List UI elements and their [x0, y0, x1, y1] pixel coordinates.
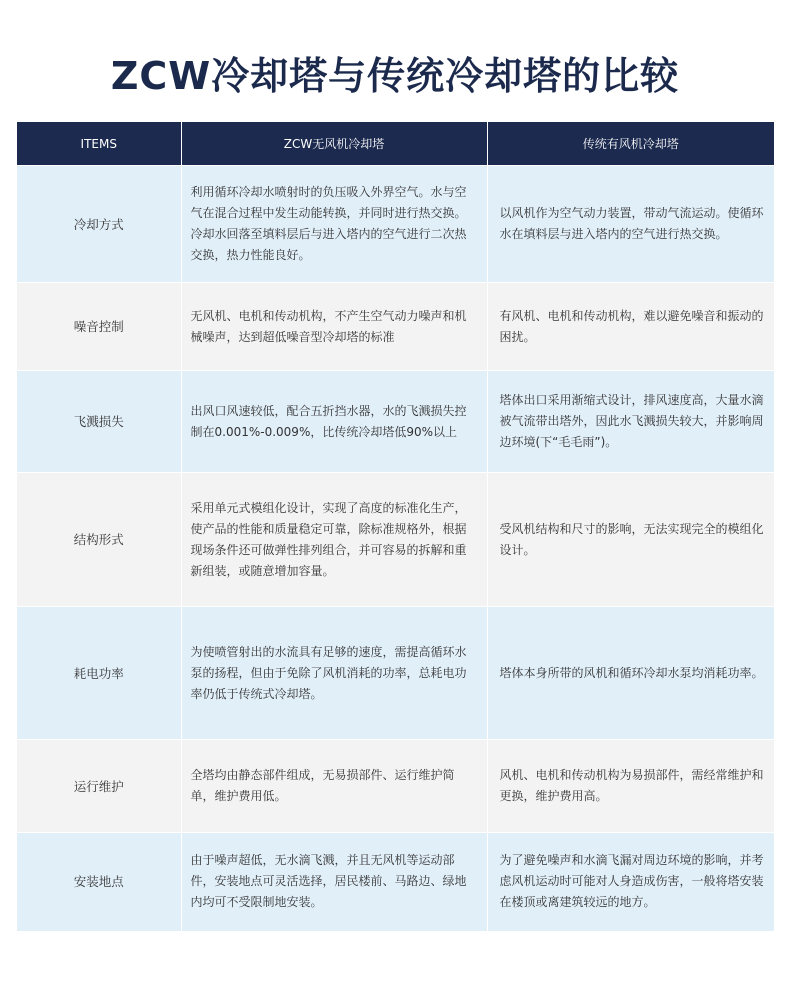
table-row	[17, 473, 774, 607]
row-zcw: 由于噪声超低，无水滴飞溅，并且无风机等运动部件，安装地点可灵活选择，居民楼前、马路边、绿地内均可不受限制地安装。	[181, 833, 487, 931]
row-traditional: 有风机、电机和传动机构，难以避免噪音和振动的困扰。	[487, 283, 774, 371]
row-item: 运行维护	[17, 740, 181, 833]
table-row	[17, 371, 774, 473]
row-item: 耗电功率	[17, 607, 181, 740]
row-zcw: 全塔均由静态部件组成，无易损部件、运行维护简单，维护费用低。	[181, 740, 487, 833]
table-row	[17, 833, 774, 931]
row-traditional: 风机、电机和传动机构为易损部件，需经常维护和更换，维护费用高。	[487, 740, 774, 833]
row-item: 冷却方式	[17, 166, 181, 283]
header-zcw: ZCW无风机冷却塔	[181, 122, 487, 166]
header-row	[17, 122, 774, 166]
row-traditional: 为了避免噪声和水滴飞漏对周边环境的影响，并考虑风机运动时可能对人身造成伤害，一般将塔安装在楼顶或离建筑较远的地方。	[487, 833, 774, 931]
page-title: ZCW冷却塔与传统冷却塔的比较	[110, 54, 680, 98]
row-zcw: 无风机、电机和传动机构，不产生空气动力噪声和机械噪声，达到超低噪音型冷却塔的标准	[181, 283, 487, 371]
row-traditional: 受风机结构和尺寸的影响，无法实现完全的模组化设计。	[487, 473, 774, 607]
row-item: 噪音控制	[17, 283, 181, 371]
row-zcw: 出风口风速较低，配合五折挡水器，水的飞溅损失控制在0.001%-0.009%，比传统冷却塔低90%以上	[181, 371, 487, 473]
header-traditional: 传统有风机冷却塔	[487, 122, 774, 166]
table-row	[17, 740, 774, 833]
row-zcw: 采用单元式模组化设计，实现了高度的标准化生产，使产品的性能和质量稳定可靠，除标准规格外，根据现场条件还可做弹性排列组合，并可容易的拆解和重新组装，或随意增加容量。	[181, 473, 487, 607]
table-row	[17, 607, 774, 740]
row-zcw: 利用循环冷却水喷射时的负压吸入外界空气。水与空气在混合过程中发生动能转换，并同时进行热交换。冷却水回落至填料层后与进入塔内的空气进行二次热交换，热力性能良好。	[181, 166, 487, 283]
table-row	[17, 283, 774, 371]
row-item: 飞溅损失	[17, 371, 181, 473]
row-traditional: 塔体出口采用渐缩式设计，排风速度高，大量水滴被气流带出塔外，因此水飞溅损失较大，并影响周边环境(下“毛毛雨”)。	[487, 371, 774, 473]
row-traditional: 以风机作为空气动力装置，带动气流运动。使循环水在填料层与进入塔内的空气进行热交换。	[487, 166, 774, 283]
comparison-table	[17, 122, 774, 931]
row-item: 安装地点	[17, 833, 181, 931]
table-row	[17, 166, 774, 283]
header-items: ITEMS	[17, 122, 181, 166]
row-item: 结构形式	[17, 473, 181, 607]
row-traditional: 塔体本身所带的风机和循环冷却水泵均消耗功率。	[487, 607, 774, 740]
row-zcw: 为使喷管射出的水流具有足够的速度，需提高循环水泵的扬程，但由于免除了风机消耗的功率，总耗电功率仍低于传统式冷却塔。	[181, 607, 487, 740]
table-header	[17, 122, 774, 166]
table-body	[17, 166, 774, 931]
